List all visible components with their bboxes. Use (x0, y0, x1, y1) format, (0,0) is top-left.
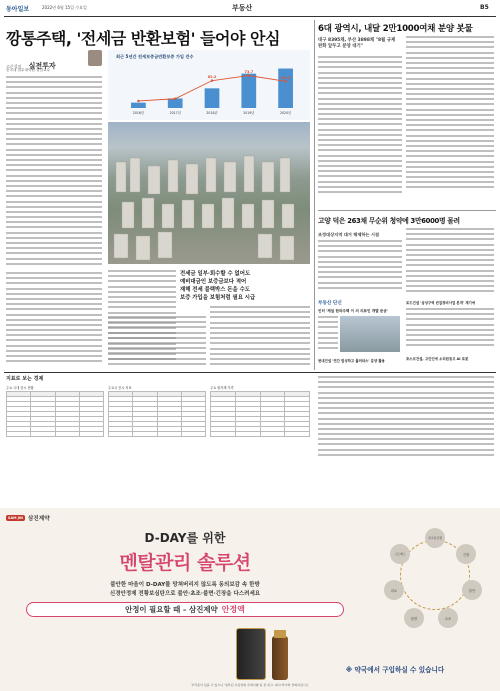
main-article-col1b (6, 272, 102, 368)
table-cell (31, 432, 55, 437)
main-headline: 깡통주택, '전세금 반환보험' 들어야 안심 (6, 29, 280, 48)
table-2 (108, 391, 206, 437)
chart-point (284, 80, 286, 82)
right-headline-1: 6대 광역시, 내달 2만1000여채 분양 봇물 (318, 24, 473, 34)
ad-headline-small: D-DAY를 위한 (144, 531, 226, 545)
tables-title: 지표로 보는 경제 (6, 376, 44, 382)
right-subhead-1: 대구 8395채, 부산 3898채 "8월 규제 완화 앞두고 분양 대기" (318, 38, 396, 49)
pull-quote (180, 270, 310, 302)
chart-x-tick: 2018년 (206, 111, 218, 115)
stats-table (108, 391, 206, 437)
main-article-col3 (108, 316, 206, 368)
brief-col1 (318, 316, 338, 356)
pull-quote-line3: 재해 전세 블랙박스 돈을 수도 (180, 287, 250, 293)
chart-point (211, 79, 213, 81)
ad-brand-mark: SAM JIN (8, 516, 23, 520)
ad-body-1: 불안한 마음이 D-DAY를 망쳐버리지 않도록 동의보감 속 한방 (110, 582, 260, 588)
table-cell (260, 432, 285, 437)
brief-photo (340, 316, 400, 352)
ad-circle-7: 스트레스 (390, 544, 410, 564)
chart-x-tick: 2016년 (132, 111, 145, 115)
ad-circle-4: 초조 (438, 608, 458, 628)
chart-panel (108, 50, 310, 120)
bar-line-chart (108, 50, 310, 120)
right-summary-2: 조정대상지역 대거 해제하는 시점 (318, 232, 380, 237)
right-article1-col1 (318, 56, 402, 204)
ad-bottle (272, 636, 288, 680)
right-rule-1 (318, 210, 496, 211)
table-row (109, 432, 206, 437)
ad-product-name: 안정액 (221, 605, 245, 614)
ad-symptom-diagram (380, 514, 490, 644)
right-article2-col2 (406, 228, 494, 298)
byline-sub: 동국대 법무대학원 겸임교수 (6, 68, 50, 72)
table-cell (7, 432, 31, 437)
ad-body-2: 신경안정제 전황보심탄으로 불안·초조·불면·긴장을 다스려세요 (109, 591, 261, 597)
chart-bar (278, 69, 293, 108)
brief-col2 (406, 308, 494, 352)
ad-circle-1: 부교감신경 (425, 528, 445, 548)
ad-pharmacy: ※ 약국에서 구입하실 수 있습니다 (345, 666, 445, 674)
table-1-title: 주요 국내 증시 현황 (6, 386, 34, 390)
chart-point (174, 98, 176, 100)
masthead-date: 2022년 6월 15일 수요일 (42, 5, 87, 10)
stats-table (210, 391, 310, 437)
pull-quote-line2: 예비대금인 보증금보다 적어 (180, 279, 247, 285)
chart-bar (131, 103, 146, 108)
table-cell (157, 432, 181, 437)
masthead-page: B5 (480, 4, 489, 11)
chart-bar (205, 88, 220, 108)
brief-item-2: 현대건설 '연간 법성하고 플러와스' 분양 활용 (318, 359, 385, 363)
ad-slogan-box (26, 602, 344, 617)
main-article-col4 (210, 306, 310, 368)
column-divider (314, 20, 315, 370)
masthead-section: 부동산 (232, 4, 253, 12)
byline-label: 고준석의 (6, 64, 22, 69)
chart-x-tick: 2017년 (169, 111, 181, 115)
table-cell (55, 432, 79, 437)
byline-name: 실전투자 (28, 62, 56, 70)
ad-slogan: 안정이 필요할 때 – 삼진제약 (125, 605, 218, 614)
chart-data-label: 62.2 (207, 75, 217, 80)
ad-circle-6: 피로 (384, 580, 404, 600)
city-photo (108, 122, 310, 264)
masthead-paper: 동아일보 (6, 6, 30, 13)
table-row (211, 432, 310, 437)
table-cell (79, 432, 103, 437)
stats-table (6, 391, 104, 437)
masthead-rule (4, 16, 496, 17)
ad-logo (6, 514, 50, 522)
ad-footer: 부작용이 있을 수 있으니 '첨부된 사용상의 주의사항'을 잘 읽고, 의사·약사와 상의하십시오 (191, 683, 309, 687)
ad-brand: 삼진제약 (27, 516, 50, 522)
table-cell (133, 432, 157, 437)
avatar (88, 50, 102, 66)
ad-headline-big: 멘탈관리 솔루션 (119, 552, 251, 574)
brief-item-4: 포스코건설, 고인인에 소리원등고 AI 로봇 (406, 357, 469, 361)
ad-circle-2: 긴장 (456, 544, 476, 564)
brief-title: 부동산 단신 (318, 301, 342, 306)
chart-data-label: 60.6 (281, 75, 291, 80)
main-article-col1 (6, 76, 102, 268)
ad-bottle-cap (274, 630, 286, 638)
ad-circle-3: 불안 (462, 580, 482, 600)
tables-rule (4, 372, 496, 373)
table-3 (210, 391, 310, 437)
pull-quote-line4: 보증 가입을 보험처럼 필요 시급 (180, 295, 256, 301)
apartment-blocks (108, 122, 310, 264)
ad-box-product (236, 628, 266, 680)
brief-item-1: 인터 '제일 한라주택 이 의 의료인 개발 준공' (318, 309, 388, 313)
table-row (7, 432, 104, 437)
tables-side-text (318, 376, 494, 460)
chart-x-tick: 2020년 (279, 111, 292, 115)
table-cell (181, 432, 205, 437)
chart-title: 최근 5년간 전세보증금반환보증 가입 건수 (116, 54, 194, 59)
table-cell (109, 432, 133, 437)
table-cell (285, 432, 310, 437)
table-cell (211, 432, 236, 437)
advertisement (0, 508, 500, 691)
table-3-title: 주요 원자재 가격 (210, 386, 234, 390)
right-headline-2: 고양 덕은 263채 무순위 청약에 3만6000명 몰려 (318, 217, 460, 225)
chart-data-label: 73.7 (244, 70, 254, 75)
table-2-title: 주요국 증시 지표 (108, 386, 132, 390)
right-article2-col1 (318, 240, 402, 296)
table-cell (235, 432, 260, 437)
chart-x-tick: 2019년 (243, 111, 255, 115)
pull-quote-line1: 전세금 일부·회수할 수 없어도 (180, 271, 251, 277)
chart-point (137, 100, 139, 102)
ad-circle-5: 불면 (404, 608, 424, 628)
brief-item-3: 로드건설 '삼성구역 빈집정비사업 본격' 계기에 (406, 301, 476, 305)
chart-bar (241, 74, 256, 108)
chart-point (248, 74, 250, 76)
right-article1-col2 (406, 36, 494, 204)
table-1 (6, 391, 104, 437)
